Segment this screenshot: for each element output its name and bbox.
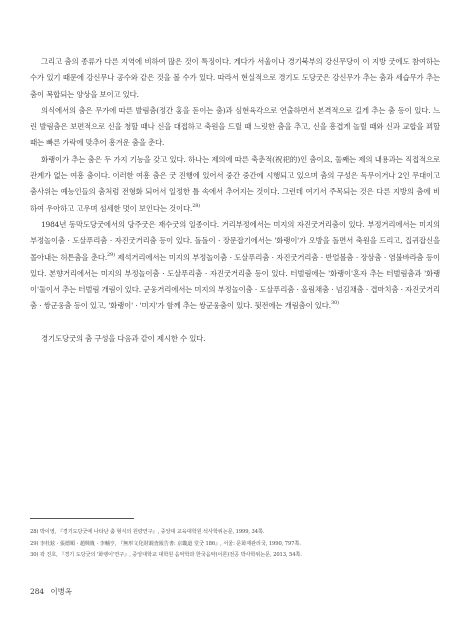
page-footer: [30, 586, 72, 597]
page-number: 284: [30, 587, 45, 596]
footnote: 30) 곽 진호, 『경기 도당굿의 '화랭이'연구』, 중앙대학교 대학원 음악학과 한국음악(이론)전공 박사학위논문, 2013, 54쪽.: [30, 552, 302, 559]
paragraph: 경기도당굿의 춤 구성을 다음과 같이 제시한 수 있다.: [41, 333, 206, 343]
paragraph: 그리고 춤의 종류가 다른 지역에 비하여 많은 것이 특징이다. 게다가 서울이나 경기북부의 강신무당이 이 지방 굿에도 참여하는 수가 있기 때문에 강신무나 공수와 같은 것을 볼 수가 있다. 따라서 현실적으로 경기도 도당굿은 강신무가 추는 춤과 세습무가 추는 춤이 복합되는 양상을 보이고 있다.: [30, 57, 440, 99]
footnote-ref[interactable]: 30): [330, 300, 339, 307]
author-name: 이병옥: [50, 587, 72, 596]
footnote-ref[interactable]: 28): [192, 202, 201, 209]
footnote: 28) 박이영, 『경기도당굿에 나타난 춤 형식의 원량연구』, 중앙대 교육대학원 석사학위논문, 1999, 34쪽.: [30, 529, 265, 535]
footnote-divider: [30, 518, 134, 519]
paragraph-text: 제석거리에서는 미지의 부정놀이춤 · 도살푸리춤 · 자진굿거리춤 · 반얼볼춤 · 장삼춤 · 염불바라춤 등이 있다. 본향거리에서는 미지의 부정놀이춤 · 도살푸리춤 · 자진굿거리춤 등이 있다. 터벌림에는 '화랭이'혼자 추는 터벌림춤과 '화랭이'둘이서 추는 터벌림 개림이 있다. 군웅거리에서는 미지의 부정놀이춤 · 도살푸리춤 · 올림채춤 · 넘김채춤 · 겹마치춤 · 자진굿거리춤 · 쌍군웅춤 등이 있고, '화랭이' · '미지'가 함께 추는 쌍군웅춤이 있다. 뒷전에는 개림춤이 있다.: [30, 252, 440, 311]
paragraph: [30, 217, 440, 315]
footnotes: [30, 527, 450, 562]
body-text: [30, 54, 440, 347]
footnote: 29) 李杜鉉 · 張德順 · 趙興胤 · 李輔亨, 『無形文化財調査報告書: 京畿道 堂굿 186』, 서울: 문화재관리국, 1990, 797쪽.: [30, 540, 301, 547]
paragraph-text: 1984년 동막도당굿에서의 당주굿은 재수굿의 일종이다. 거리부정에서는 미지의 자진굿거리춤이 있다. 부정거리에서는 미지의 부정놀이춤 · 도살푸리춤 · 자진굿거리춤 등이 있다. 돌돌이 · 장문잡기에서는 '화랭이'가 오방을 돌면서 축원을 드리고, 집귀잡신을 몰아내는 허튼춤을 춘다.: [30, 219, 440, 262]
paragraph-text: 화랭이가 추는 춤은 두 가지 기능을 갖고 있다. 하나는 제의에 따른 축춘적(祝祀的)인 춤이요, 둘째는 제의 내용과는 직접적으로 관계가 없는 여흥 춤이다. 이러한 여흥 춤은 굿 진행에 있어서 중간 중간에 시행되고 있으며 춤의 구성은 독무이거나 2인 무대이고 춤사위는 예능인들의 춤처럼 전형화 되어서 일정한 틀 속에서 추어지는 것이다. 그런데 여기서 주목되는 것은 다른 지방의 춤에 비하여 우아하고 고우며 섬세한 멋이 보인다는 것이다.: [30, 154, 440, 213]
paragraph: 의식에서의 춤은 무가에 따른 발림춤(정간 홍을 돋이는 춤)과 심현육각으로 연출하면서 본격적으로 길게 추는 춤 등이 있다. 느린 발림춤은 보편적으로 신을 청할 때나 신을 대접하고 축원을 드릴 때 느릿한 춤을 추고, 신을 흥겹게 놀릴 때와 신과 교합을 꾀할 때는 빠른 가락에 맞추어 흥겨운 춤을 춘다.: [30, 105, 440, 148]
paragraph: [30, 152, 440, 217]
footnote-ref[interactable]: 29): [107, 251, 115, 258]
